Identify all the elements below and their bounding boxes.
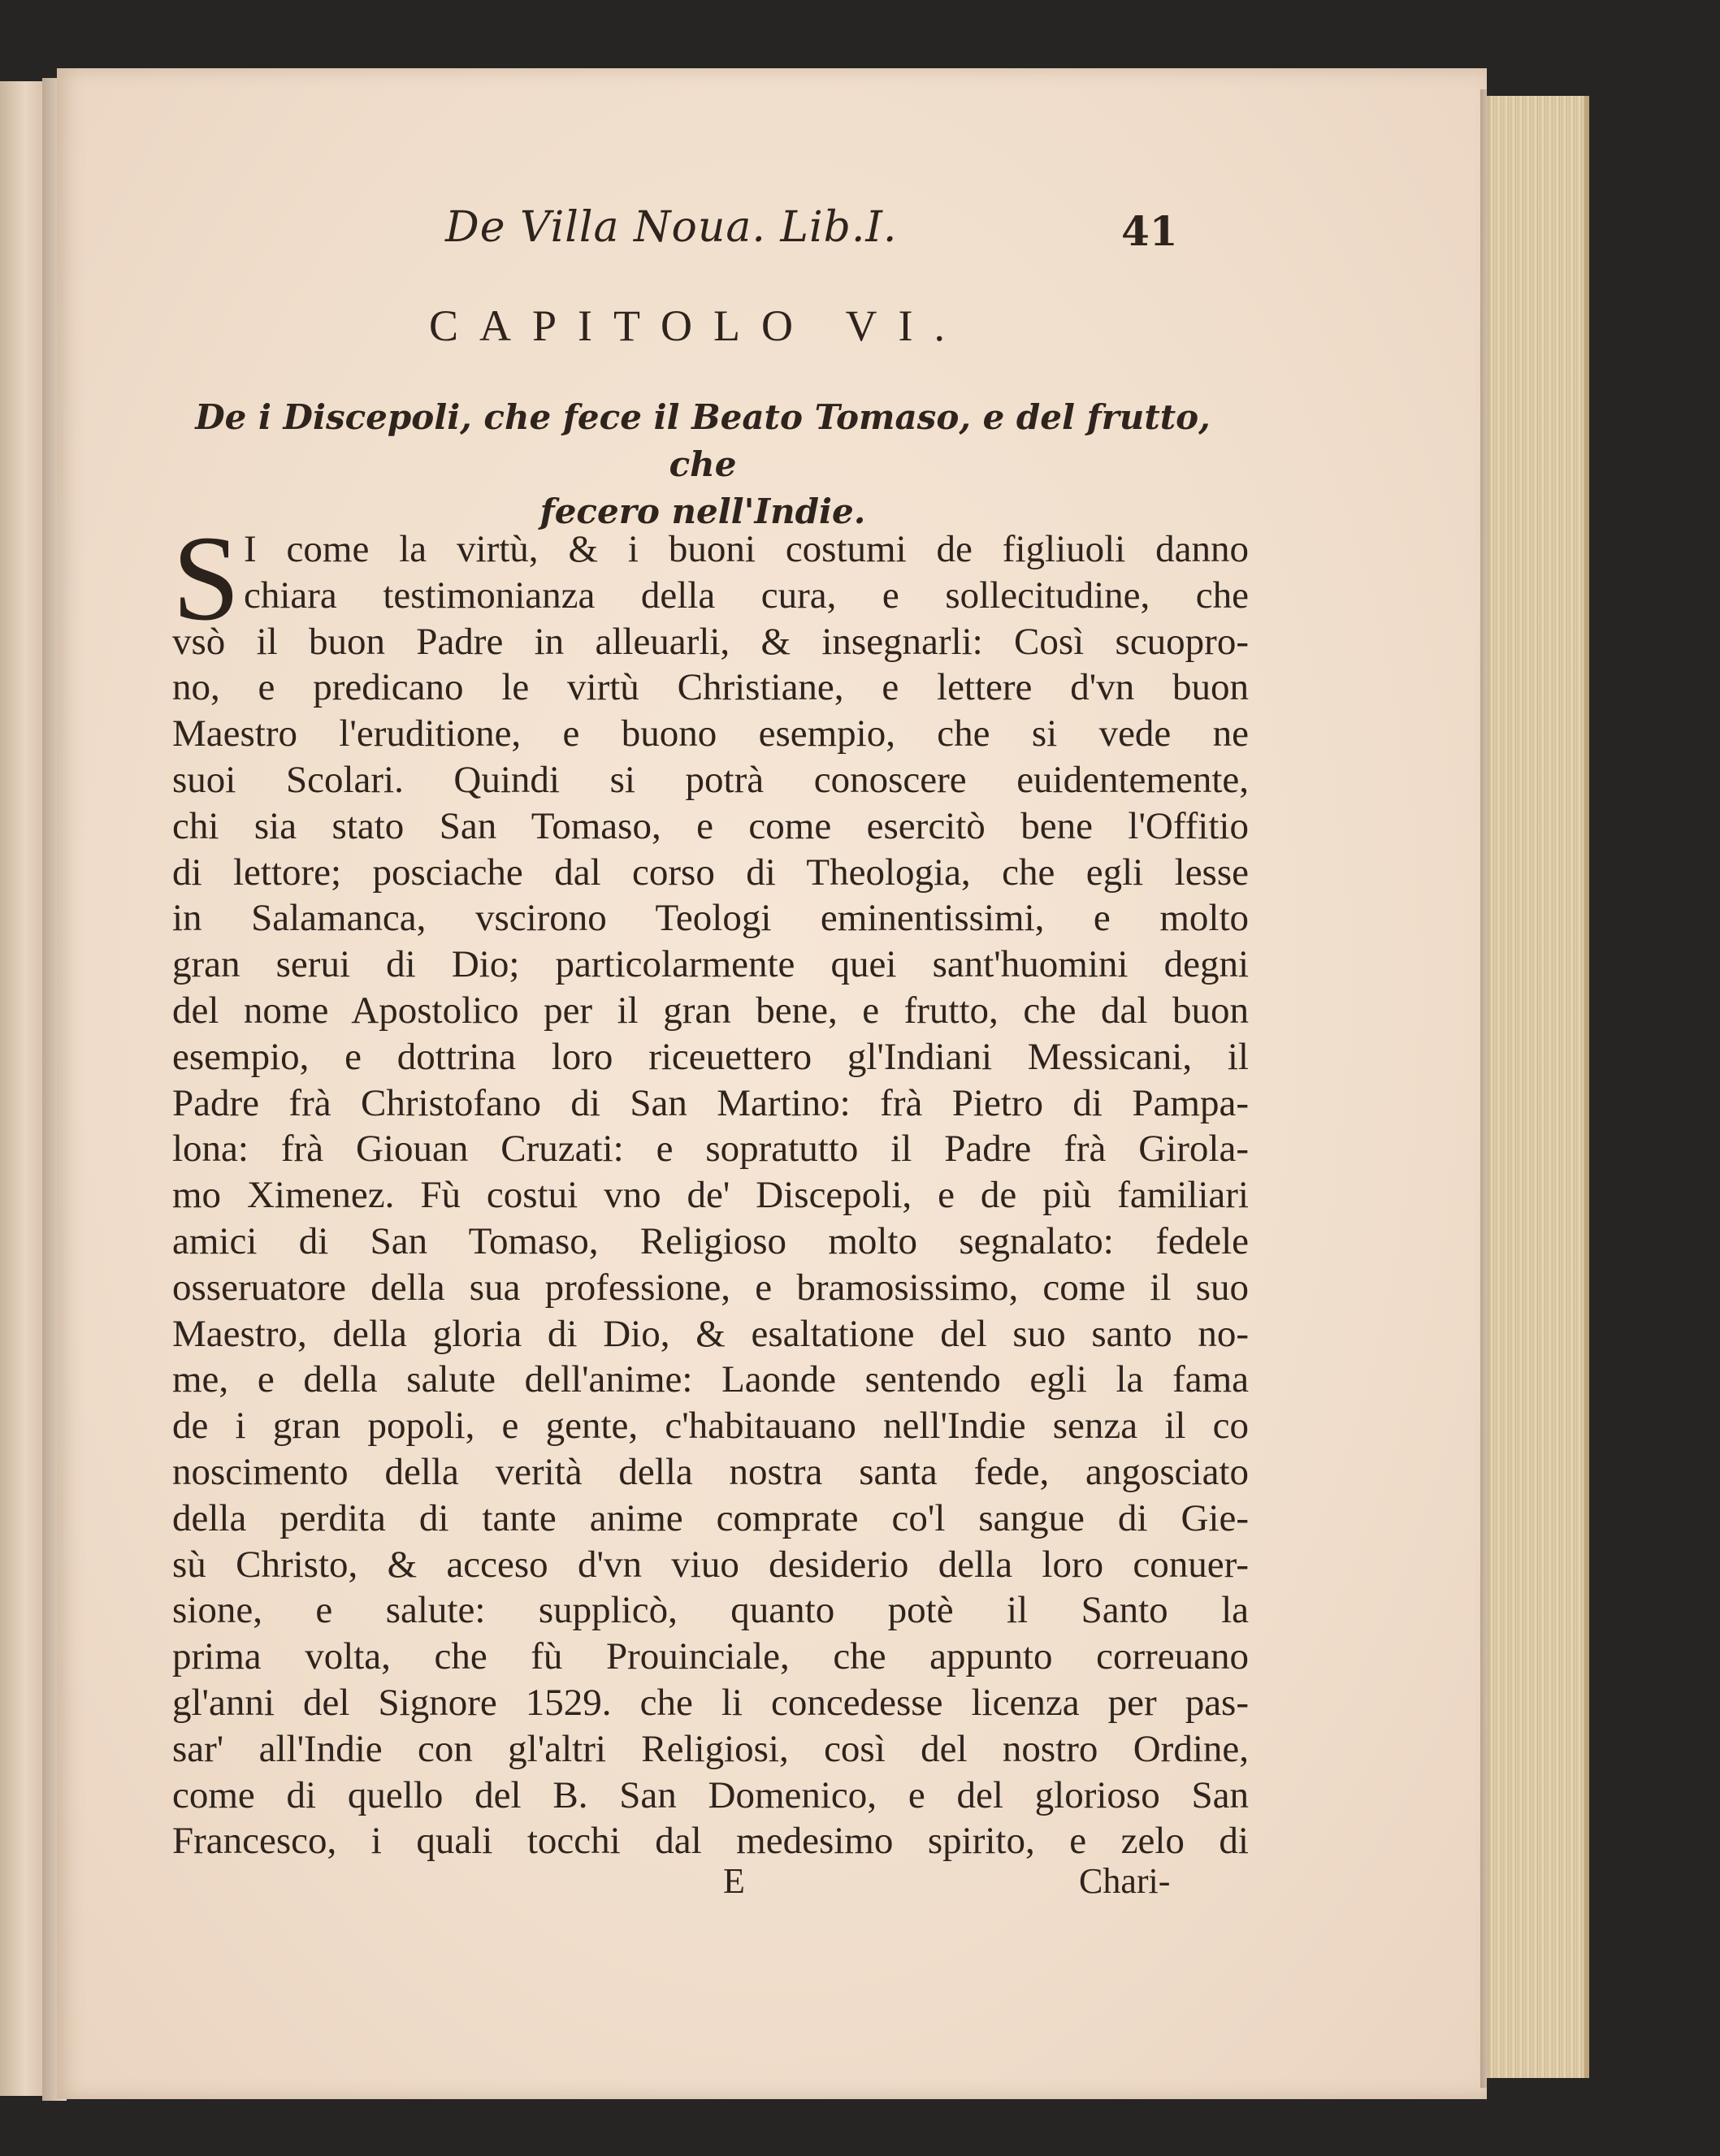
text-line: esempio, e dottrina loro riceuettero gl'Indiani Messicani, il: [172, 1035, 1249, 1078]
text-line: Padre frà Christofano di San Martino: frà Pietro di Pampa-: [172, 1081, 1249, 1124]
facing-page-edge: [0, 81, 44, 2096]
text-line: come di quello del B. San Domenico, e del glorioso San: [172, 1773, 1249, 1816]
text-line: vsò il buon Padre in alleuarli, & insegnarli: Così scuopro-: [172, 620, 1249, 663]
text-line: Maestro, della gloria di Dio, & esaltatione del suo santo no-: [172, 1312, 1249, 1355]
text-line: della perdita di tante anime comprate co'l sangue di Gie-: [172, 1496, 1249, 1539]
page-edges: [1487, 96, 1589, 2078]
text-line: gl'anni del Signore 1529. che li concedesse licenza per pas-: [172, 1681, 1249, 1724]
text-line: del nome Apostolico per il gran bene, e frutto, che dal buon: [172, 989, 1249, 1032]
text-line: sar' all'Indie con gl'altri Religiosi, così del nostro Ordine,: [172, 1727, 1249, 1770]
text-line: me, e della salute dell'anime: Laonde sentendo egli la fama: [172, 1358, 1249, 1401]
chapter-subtitle: [179, 394, 1227, 535]
chapter-title: CAPITOLO VI.: [429, 301, 967, 350]
text-line: chiara testimonianza della cura, e sollecitudine, che: [244, 574, 1249, 617]
drop-cap: S: [172, 511, 240, 646]
text-line: in Salamanca, vscirono Teologi eminentissimi, e molto: [172, 897, 1249, 940]
text-line: gran serui di Dio; particolarmente quei sant'huomini degni: [172, 943, 1249, 986]
subtitle-line: De i Discepoli, che fece il Beato Tomaso, e del frutto, che: [195, 397, 1211, 484]
text-line: lona: frà Giouan Cruzati: e sopratutto il Padre frà Girola-: [172, 1128, 1249, 1171]
text-line: osseruatore della sua professione, e bramosissimo, come il suo: [172, 1266, 1249, 1309]
text-line: no, e predicano le virtù Christiane, e lettere d'vn buon: [172, 666, 1249, 709]
text-line: Francesco, i quali tocchi dal medesimo spirito, e zelo di: [172, 1820, 1249, 1863]
text-line: sù Christo, & acceso d'vn viuo desiderio della loro conuer-: [172, 1543, 1249, 1586]
text-line: suoi Scolari. Quindi si potrà conoscere euidentemente,: [172, 758, 1249, 801]
catchword: Chari-: [1079, 1861, 1171, 1901]
subtitle-line: fecero nell'Indie.: [539, 491, 866, 531]
text-line: di lettore; posciache dal corso di Theologia, che egli lesse: [172, 851, 1249, 894]
text-line: mo Ximenez. Fù costui vno de' Discepoli, e de più familiari: [172, 1174, 1249, 1217]
running-head: De Villa Noua. Lib.I.: [445, 203, 898, 252]
signature-mark: E: [723, 1861, 745, 1901]
text-line: sione, e salute: supplicò, quanto potè il Santo la: [172, 1589, 1249, 1632]
text-line: prima volta, che fù Prouinciale, che appunto correuano: [172, 1635, 1249, 1678]
text-line: amici di San Tomaso, Religioso molto segnalato: fedele: [172, 1219, 1249, 1262]
page-edge-shadow: [1480, 89, 1492, 2088]
text-line: de i gran popoli, e gente, c'habitauano nell'Indie senza il co: [172, 1405, 1249, 1448]
page-number: 41: [1121, 207, 1178, 255]
text-line: noscimento della verità della nostra santa fede, angosciato: [172, 1450, 1249, 1493]
text-line: Maestro l'eruditione, e buono esempio, che si vede ne: [172, 712, 1249, 755]
text-line: I come la virtù, & i buoni costumi de figliuoli danno: [244, 528, 1249, 570]
text-line: chi sia stato San Tomaso, e come esercitò bene l'Offitio: [172, 804, 1249, 847]
